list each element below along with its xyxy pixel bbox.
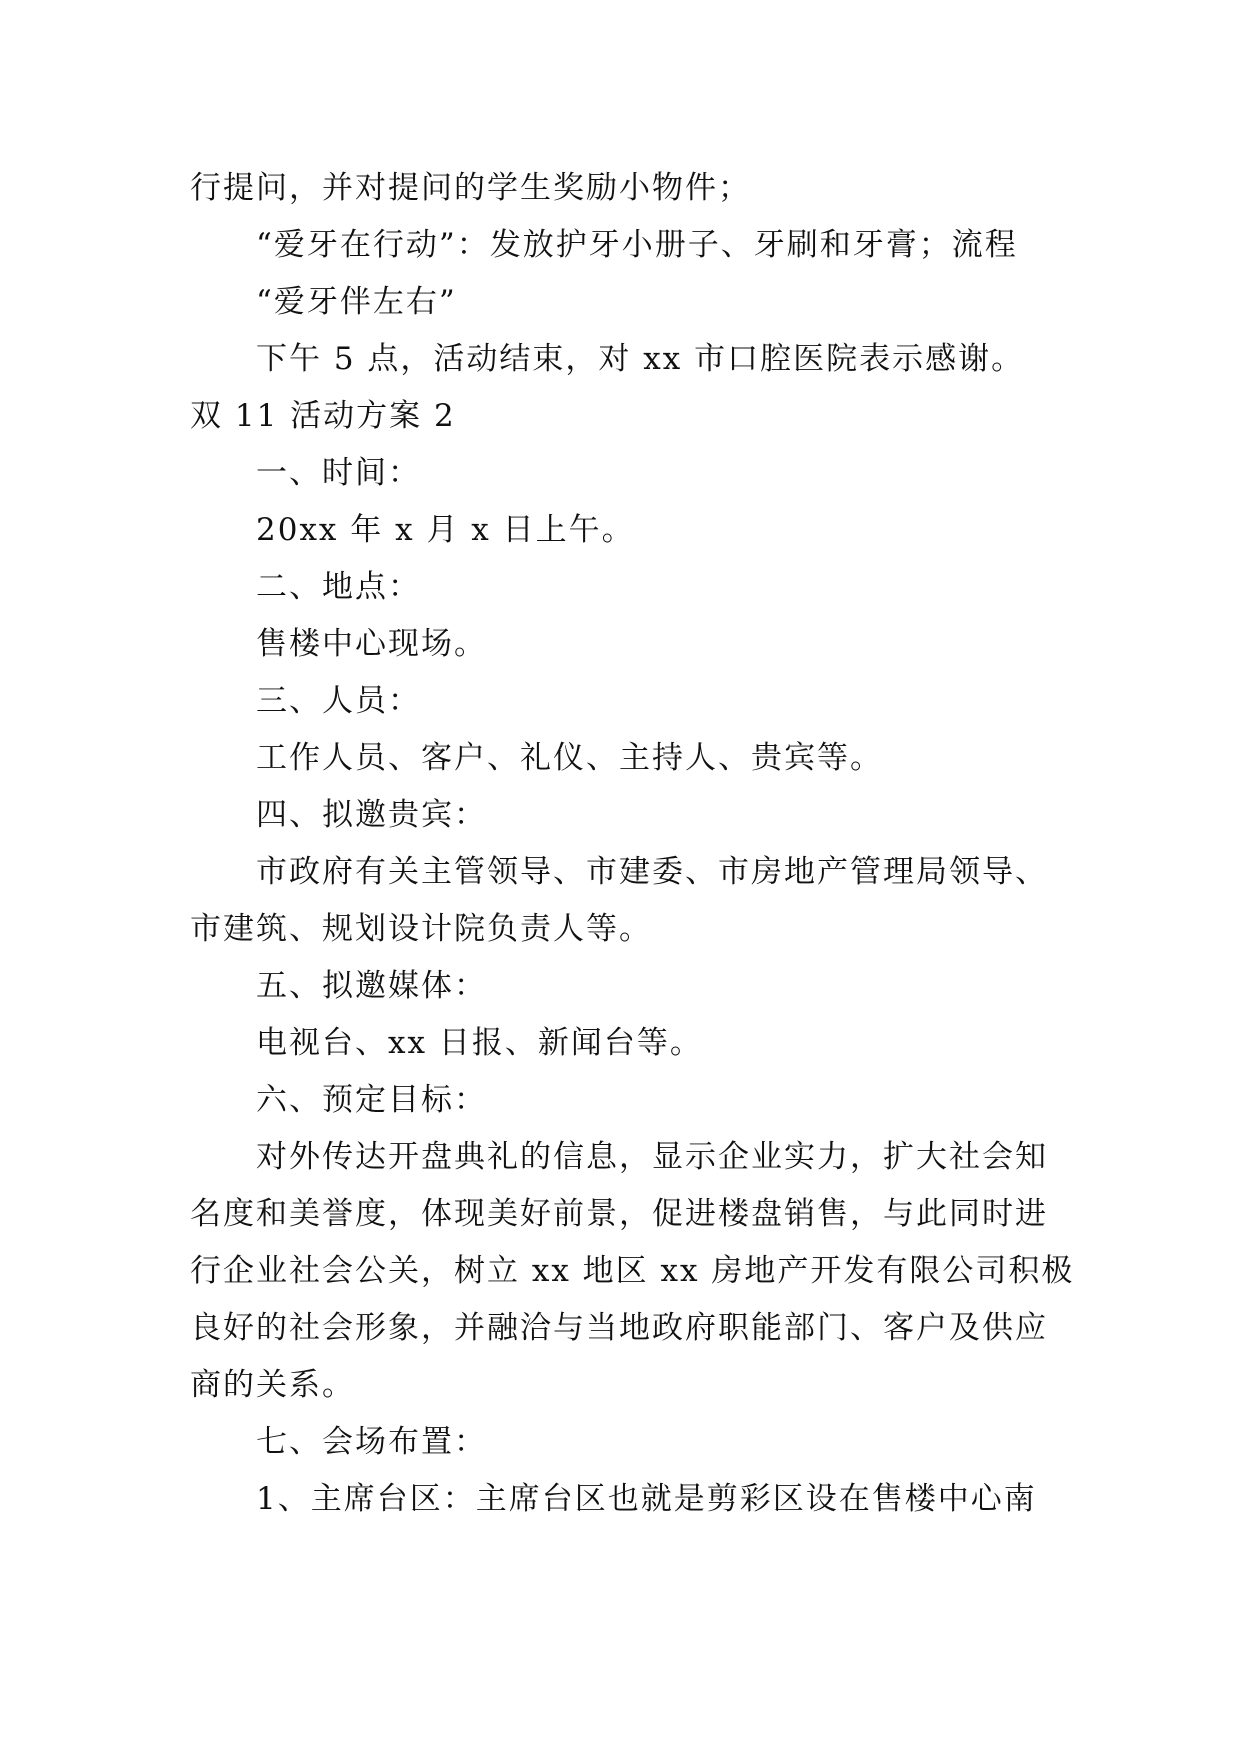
text-line: “爱牙在行动”：发放护牙小册子、牙刷和牙膏；流程: [256, 227, 1018, 263]
document-body: [190, 160, 1075, 1528]
text-line: 名度和美誉度，体现美好前景，促进楼盘销售，与此同时进: [190, 1196, 1048, 1232]
item-heading-time: 一、时间：: [256, 455, 421, 491]
text-line: 1、主席台区：主席台区也就是剪彩区设在售楼中心南: [256, 1481, 1037, 1517]
section-heading: 双 11 活动方案 2: [190, 398, 456, 434]
text-line: 良好的社会形象，并融洽与当地政府职能部门、客户及供应: [190, 1310, 1048, 1346]
text-line: 市建筑、规划设计院负责人等。: [190, 911, 652, 947]
text-line: 20xx 年 x 月 x 日上午。: [256, 512, 635, 548]
text-line: 商的关系。: [190, 1367, 355, 1403]
text-line: 售楼中心现场。: [256, 626, 487, 662]
text-line: 下午 5 点，活动结束，对 xx 市口腔医院表示感谢。: [256, 341, 1025, 377]
text-line: 行提问，并对提问的学生奖励小物件；: [190, 170, 751, 206]
item-heading-venue: 七、会场布置：: [256, 1424, 487, 1460]
item-heading-guests: 四、拟邀贵宾：: [256, 797, 487, 833]
text-line: “爱牙伴左右”: [256, 284, 457, 320]
item-heading-goals: 六、预定目标：: [256, 1082, 487, 1118]
text-line: 市政府有关主管领导、市建委、市房地产管理局领导、: [256, 854, 1048, 890]
text-line: 对外传达开盘典礼的信息，显示企业实力，扩大社会知: [256, 1139, 1048, 1175]
item-heading-personnel: 三、人员：: [256, 683, 421, 719]
text-line: 电视台、xx 日报、新闻台等。: [256, 1025, 703, 1061]
item-heading-location: 二、地点：: [256, 569, 421, 605]
text-line: 工作人员、客户、礼仪、主持人、贵宾等。: [256, 740, 883, 776]
text-line: 行企业社会公关，树立 xx 地区 xx 房地产开发有限公司积极: [190, 1253, 1075, 1289]
item-heading-media: 五、拟邀媒体：: [256, 968, 487, 1004]
